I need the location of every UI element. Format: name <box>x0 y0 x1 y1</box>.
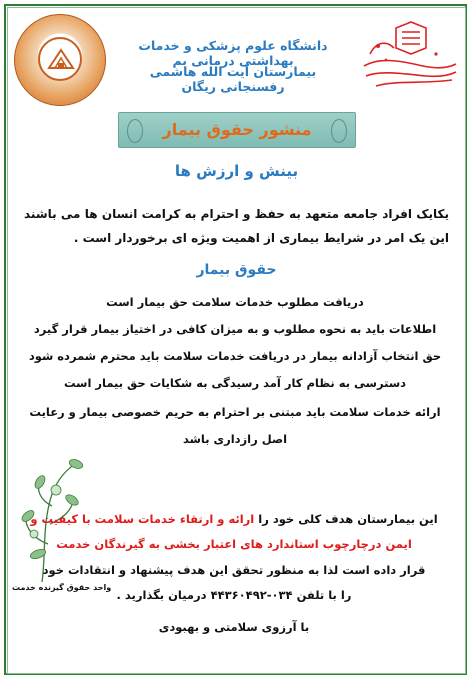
right-item: دسترسی به نظام کار آمد رسیدگی به شکایات حق بیمار است <box>63 376 407 390</box>
right-item: ارائه خدمات سلامت باید مبتنی بر احترام به حریم خصوصی بیمار و رعایت <box>29 405 441 419</box>
right-item: حق انتخاب آزادانه بیمار در دریافت خدمات سلامت باید محترم شمرده شود <box>28 349 442 363</box>
right-item: اطلاعات باید به نحوه مطلوب و به میزان کافی در اختیاز بیمار قرار گیرد <box>33 322 437 336</box>
right-item: دریافت مطلوب خدمات سلامت حق بیمار است <box>106 295 364 309</box>
closing-line-5: با آرزوی سلامتی و بهبودی <box>158 620 310 634</box>
rights-heading: حقوق بیمار <box>196 262 277 278</box>
closing-line-3: قرار داده است لذا به منظور تحقق این هدف پیشنهاد و انتقادات خود <box>42 563 426 577</box>
signature-unit: واحد حقوق گیرنده خدمت <box>12 583 112 592</box>
closing-line-1-dark: این بیمارستان هدف کلی خود را <box>254 512 438 526</box>
banner-title: منشور حقوق بیمار <box>162 120 312 139</box>
closing-line-1 <box>24 512 444 526</box>
hospital-name: بیمارستان آیت الله هاشمی رفسنجانی ریگان <box>149 64 317 94</box>
vision-heading: بینش و ارزش ها <box>174 162 299 180</box>
closing-line-1-red: ارائه و ارتقاء خدمات سلامت با کیفیت و <box>30 512 255 526</box>
university-emblem-icon <box>356 14 461 96</box>
closing-line-2: ایمن درچارچوب استاندارد های اعتبار بخشی به گیرندگان خدمت <box>56 537 412 551</box>
university-name: دانشگاه علوم پزشکی و خدمات بهداشتی درمانی بم <box>138 38 328 68</box>
vision-paragraph: یکایک افراد جامعه متعهد به حفظ و احترام به کرامت انسان ها می باشند این یک امر در شرایط بیماری از اهمیت ویژه ای برخوردار است . <box>24 207 449 245</box>
hospital-emblem-icon <box>14 14 106 106</box>
right-item: اصل رازداری باشد <box>182 432 288 446</box>
title-banner <box>118 112 356 148</box>
closing-line-4: را با تلفن ۰۳۴-۴۴۳۶۰۴۹۲ درمیان بگذارید . <box>116 588 352 602</box>
